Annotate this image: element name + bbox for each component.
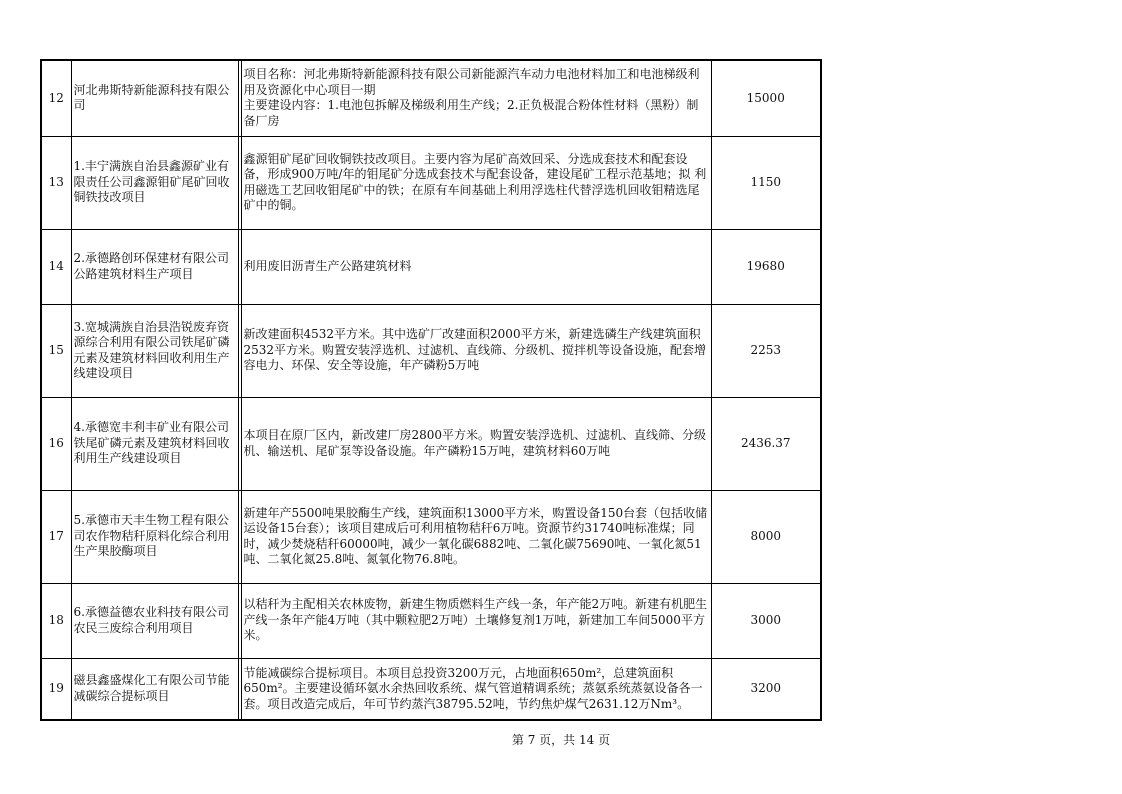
investment-amount: 3200 xyxy=(711,658,821,720)
company-cell: 4.承德宽丰利丰矿业有限公司铁尾矿磷元素及建筑材料回收利用生产线建设项目 xyxy=(71,397,238,490)
investment-amount: 8000 xyxy=(711,490,821,583)
project-content-cell: 以秸秆为主配相关农林废物，新建生物质燃料生产线一条，年产能2万吨。新建有机肥生产线一条年产能4万吨（其中颗粒肥2万吨）土壤修复剂1万吨，新建加工车间5000平方米。 xyxy=(241,583,711,658)
table-row xyxy=(41,136,821,229)
table-row xyxy=(41,397,821,490)
page-footer: 第 7 页，共 14 页 xyxy=(511,733,611,747)
company-cell: 6.承德益德农业科技有限公司农民三废综合利用项目 xyxy=(71,583,238,658)
company-cell: 2.承德路创环保建材有限公司公路建筑材料生产项目 xyxy=(71,229,238,304)
row-number: 19 xyxy=(41,658,71,720)
table-row xyxy=(41,60,821,136)
table-row xyxy=(41,583,821,658)
investment-amount: 2436.37 xyxy=(711,397,821,490)
project-content-text: 项目名称：河北弗斯特新能源科技有限公司新能源汽车动力电池材料加工和电池梯级利用及资源化中心项目一期 主要建设内容：1.电池包拆解及梯级利用生产线；2.正负极混合粉体性材料（黑粉）制备厂房 xyxy=(243,67,700,128)
project-content-cell: 节能减碳综合提标项目。本项目总投资3200万元，占地面积650m²，总建筑面积650m²。主要建设循环氨水余热回收系统、煤气管道精调系统；蒸氨系统蒸氨设备各一套。项目改造完成后，年可节约蒸汽38795.52吨，节约焦炉煤气2631.12万Nm³。 xyxy=(241,658,711,720)
row-number: 15 xyxy=(41,304,71,397)
row-number: 13 xyxy=(41,136,71,229)
row-number: 16 xyxy=(41,397,71,490)
project-content-cell: 鑫源钼矿尾矿回收铜铁技改项目。主要内容为尾矿高效回采、分选成套技术和配套设备，形成900万吨/年的钼尾矿分选成套技术与配套设备，建设尾矿工程示范基地；拟 利用磁选工艺回收钼尾矿中的铁；在原有车间基础上利用浮选柱代替浮选机回收钼精选尾矿中的铜。 xyxy=(241,136,711,229)
company-cell: 磁县鑫盛煤化工有限公司节能减碳综合提标项目 xyxy=(71,658,238,720)
row-number: 12 xyxy=(41,60,71,136)
investment-amount: 19680 xyxy=(711,229,821,304)
project-content-cell xyxy=(241,60,711,136)
project-content-cell: 新建年产5500吨果胶酶生产线，建筑面积13000平方米，购置设备150台套（包括收储运设备15台套）；该项目建成后可利用植物秸秆6万吨。资源节约31740吨标准煤；同时，减少焚烧秸秆60000吨，减少一氧化碳6882吨、二氧化碳75690吨、一氧化氮51吨、二氧化氮25.8吨、氮氧化物76.8吨。 xyxy=(241,490,711,583)
table-row xyxy=(41,490,821,583)
investment-amount: 1150 xyxy=(711,136,821,229)
project-content-cell: 本项目在原厂区内，新改建厂房2800平方米。购置安装浮选机、过滤机、直线筛、分级机、输送机、尾矿泵等设备设施。年产磷粉15万吨，建筑材料60万吨 xyxy=(241,397,711,490)
investment-amount: 15000 xyxy=(711,60,821,136)
company-cell: 1.丰宁满族自治县鑫源矿业有限责任公司鑫源钼矿尾矿回收铜铁技改项目 xyxy=(71,136,238,229)
project-table xyxy=(40,59,822,721)
table-row xyxy=(41,658,821,720)
project-content-cell: 利用废旧沥青生产公路建筑材料 xyxy=(241,229,711,304)
table-row xyxy=(41,304,821,397)
investment-amount: 2253 xyxy=(711,304,821,397)
row-number: 14 xyxy=(41,229,71,304)
row-number: 18 xyxy=(41,583,71,658)
table-row xyxy=(41,229,821,304)
investment-amount: 3000 xyxy=(711,583,821,658)
company-cell: 5.承德市天丰生物工程有限公司农作物秸秆原料化综合利用生产果胶酶项目 xyxy=(71,490,238,583)
project-content-cell: 新改建面积4532平方米。其中选矿厂改建面积2000平方米，新建选磷生产线建筑面积2532平方米。购置安装浮选机、过滤机、直线筛、分级机、搅拌机等设备设施，配套增容电力、环保、安全等设施，年产磷粉5万吨 xyxy=(241,304,711,397)
company-cell: 3.宽城满族自治县浩锐废弃资源综合利用有限公司铁尾矿磷元素及建筑材料回收利用生产线建设项目 xyxy=(71,304,238,397)
company-cell: 河北弗斯特新能源科技有限公司 xyxy=(71,60,238,136)
row-number: 17 xyxy=(41,490,71,583)
